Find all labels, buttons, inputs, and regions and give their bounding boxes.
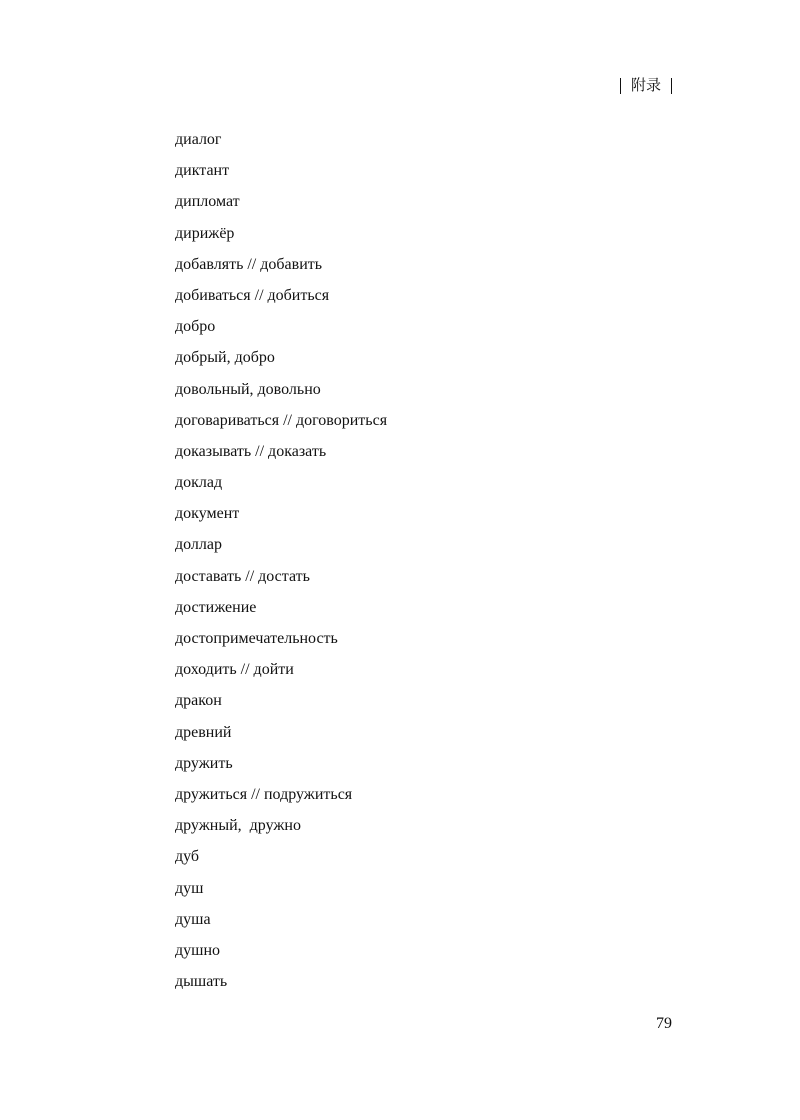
vocabulary-entry: добавлять // добавить — [175, 255, 323, 273]
vocabulary-entry: дуб — [175, 848, 200, 866]
vocabulary-entry: добрый, добро — [175, 349, 275, 367]
section-title: 附录 — [630, 78, 661, 94]
page-number: 79 — [656, 1015, 672, 1032]
vocabulary-entry: дружиться // подружиться — [175, 785, 353, 803]
vocabulary-entry: диктант — [175, 162, 230, 180]
vocabulary-entry: душа — [175, 910, 211, 928]
vocabulary-entry: довольный, довольно — [175, 380, 321, 398]
vocabulary-entry: договариваться // договориться — [175, 411, 388, 429]
vocabulary-entry: диалог — [175, 131, 222, 148]
vocabulary-entry: доллар — [175, 536, 222, 554]
vocabulary-entry: душ — [175, 879, 204, 897]
vocabulary-entry: дружный, дружно — [175, 817, 301, 835]
vocabulary-entry: достопримечательность — [175, 630, 338, 647]
vocabulary-entry: доходить // дойти — [175, 661, 294, 679]
vocabulary-entry: добиваться // добиться — [175, 286, 330, 304]
vocabulary-entry: дружить — [175, 754, 233, 772]
header-divider-left — [620, 78, 621, 94]
vocabulary-entry: дипломат — [175, 193, 240, 211]
vocabulary-entry: доставать // достать — [175, 567, 310, 585]
vocabulary-entry: доклад — [175, 474, 223, 492]
vocabulary-entry: древний — [175, 723, 232, 741]
vocabulary-entry: достижение — [175, 598, 257, 616]
vocabulary-entry: доказывать // доказать — [175, 442, 327, 460]
vocabulary-entry: дышать — [175, 973, 228, 991]
vocabulary-entry: дракон — [175, 692, 222, 710]
running-header — [620, 76, 672, 96]
vocabulary-list — [175, 128, 387, 1001]
header-divider-right — [671, 78, 672, 94]
vocabulary-entry: душно — [175, 941, 221, 959]
vocabulary-entry: документ — [175, 505, 240, 523]
vocabulary-entry: добро — [175, 318, 216, 336]
vocabulary-entry: дирижёр — [175, 224, 235, 242]
